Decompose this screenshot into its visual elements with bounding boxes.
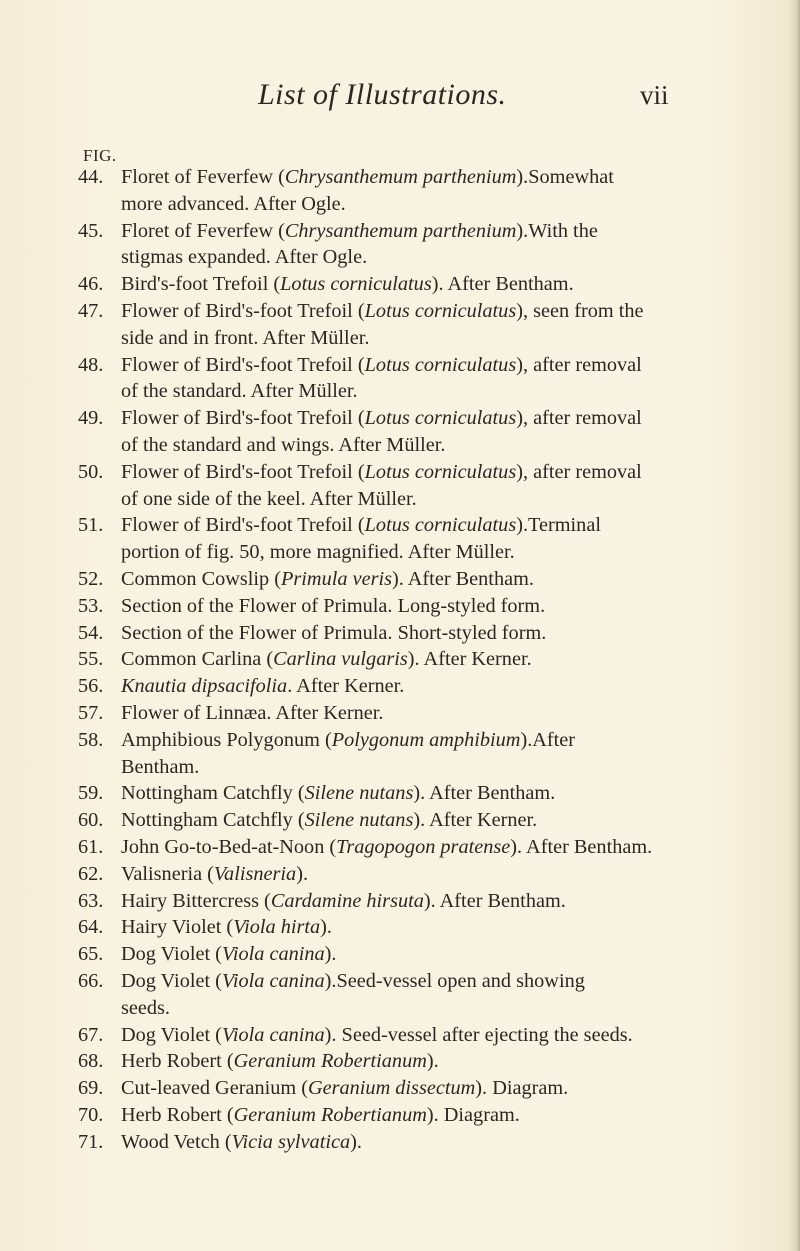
entry-line — [121, 780, 784, 807]
figure-number: 64. — [78, 916, 104, 939]
entry-text: ), after removal — [516, 460, 642, 483]
page-edge-shadow — [788, 0, 800, 1251]
scientific-name: Lotus corniculatus — [364, 353, 517, 376]
entry-caption — [121, 166, 528, 188]
figure-number: 54. — [78, 621, 104, 644]
entry-text: Floret of Feverfew ( — [121, 166, 285, 188]
list-item — [78, 164, 784, 218]
entry-text: portion of fig. 50, more magnified. — [121, 541, 404, 564]
entry-text: Short-styled form. — [397, 621, 547, 644]
entry-line — [121, 968, 784, 995]
entry-text: Common Carlina ( — [121, 648, 274, 671]
entry-text: Herb Robert ( — [121, 1050, 234, 1073]
entry-caption — [121, 407, 642, 429]
entry-line — [121, 298, 784, 325]
entry-text: Dog Violet ( — [121, 1023, 222, 1046]
entry-line — [121, 191, 784, 218]
scientific-name: Chrysanthemum parthenium — [284, 166, 517, 188]
entry-text: ). — [516, 166, 529, 188]
list-item — [78, 352, 784, 406]
list-item — [78, 1022, 784, 1049]
entry-text: ). — [324, 943, 337, 966]
scientific-name: Lotus corniculatus — [364, 514, 517, 537]
scientific-name: Lotus corniculatus — [280, 273, 432, 296]
entry-text: ). — [520, 728, 533, 751]
figure-number: 62. — [78, 862, 104, 885]
entry-text: After Müller. — [309, 487, 417, 510]
scientific-name: Knautia dipsacifolia — [121, 675, 288, 698]
entry-line — [121, 271, 784, 298]
entry-line — [121, 1129, 784, 1156]
entry-text: Valisneria ( — [121, 862, 214, 885]
scientific-name: Silene nutans — [304, 809, 414, 832]
entry-text: ). — [324, 1023, 337, 1046]
entry-text: With the — [528, 219, 598, 242]
entry-line — [121, 995, 784, 1022]
entry-text: Hairy Violet ( — [121, 916, 234, 939]
entry-line — [121, 888, 784, 915]
list-item — [78, 1048, 784, 1075]
entry-line — [121, 244, 784, 271]
figure-number: 56. — [78, 675, 104, 698]
entry-text: Diagram. — [492, 1077, 569, 1100]
entry-text: ). — [392, 567, 404, 590]
entry-text: ). — [516, 514, 529, 537]
entry-text: Common Cowslip ( — [121, 567, 282, 590]
figure-number: 47. — [78, 299, 104, 322]
entry-line — [121, 673, 784, 700]
figure-number: 45. — [78, 219, 104, 242]
scientific-name: Tragopogon pratense — [336, 835, 511, 858]
figure-number: 63. — [78, 889, 104, 912]
entry-text: Diagram. — [443, 1103, 520, 1126]
entry-text: After Müller. — [407, 541, 515, 564]
entry-text: stigmas expanded. — [121, 246, 271, 269]
entry-text: Section of the Flower of Primula. — [121, 594, 393, 617]
entry-line — [121, 807, 784, 834]
entry-text: Terminal — [528, 514, 601, 537]
entry-text: Flower of Bird's-foot Trefoil ( — [121, 353, 365, 376]
entry-text: Dog Violet ( — [121, 969, 222, 992]
entry-caption — [121, 354, 642, 376]
figure-number: 48. — [78, 353, 104, 376]
entry-text: After Bentham. — [429, 782, 556, 805]
entry-line — [121, 566, 784, 593]
entry-text: After Ogle. — [274, 246, 368, 269]
page-header — [0, 72, 800, 122]
entry-text: Dog Violet ( — [121, 943, 222, 966]
entry-line — [121, 593, 784, 620]
entry-line — [121, 486, 784, 513]
entry-text: Seed-vessel after ejecting the seeds. — [341, 1023, 633, 1046]
figure-number: 57. — [78, 701, 104, 724]
entry-line — [121, 459, 784, 486]
figure-number: 71. — [78, 1130, 104, 1153]
scientific-name: Lotus corniculatus — [364, 299, 517, 322]
list-item — [78, 861, 784, 888]
entry-text: Floret of Feverfew ( — [121, 219, 285, 242]
entry-text: ). — [407, 648, 420, 671]
entry-caption — [121, 729, 532, 751]
entry-line — [121, 325, 784, 352]
figure-number: 50. — [78, 460, 104, 483]
figure-number: 49. — [78, 407, 104, 430]
list-item — [78, 405, 784, 459]
figure-number: 69. — [78, 1077, 104, 1100]
entry-line — [121, 378, 784, 405]
entry-line — [121, 432, 784, 459]
scientific-name: Viola canina — [221, 969, 325, 992]
list-item — [78, 941, 784, 968]
entry-text: After Müller. — [250, 380, 358, 403]
entry-text: of one side of the keel. — [121, 487, 306, 510]
entry-caption — [121, 220, 528, 242]
entry-text: ). — [510, 835, 523, 858]
list-item — [78, 271, 784, 298]
list-item — [78, 1102, 784, 1129]
entry-text: Amphibious Polygonum ( — [121, 728, 332, 751]
list-item — [78, 218, 784, 272]
entry-text: more advanced. — [121, 192, 250, 215]
entry-caption — [121, 970, 336, 992]
list-item — [78, 593, 784, 620]
scientific-name: Geranium Robertianum — [233, 1050, 427, 1073]
entry-line — [121, 941, 784, 968]
scientific-name: Geranium Robertianum — [233, 1103, 427, 1126]
entry-text: ). — [350, 1130, 362, 1153]
list-item — [78, 780, 784, 807]
figure-number: 65. — [78, 943, 104, 966]
illustration-list — [78, 164, 784, 1155]
entry-line — [121, 405, 784, 432]
entry-line — [121, 164, 784, 191]
entry-text: After Bentham. — [526, 835, 653, 858]
entry-text: After Müller. — [338, 433, 446, 456]
list-item — [78, 646, 784, 673]
entry-line — [121, 646, 784, 673]
figure-number: 53. — [78, 594, 104, 617]
list-item — [78, 512, 784, 566]
entry-text: ). — [320, 916, 332, 939]
list-item — [78, 888, 784, 915]
entry-text: Flower of Linnæa. — [121, 701, 272, 724]
list-item — [78, 298, 784, 352]
entry-text: After Kerner. — [423, 648, 532, 671]
entry-text: . — [287, 675, 293, 698]
entry-text: ). — [426, 1103, 439, 1126]
entry-text: ). — [413, 782, 426, 805]
scientific-name: Vicia sylvatica — [231, 1130, 351, 1153]
entry-caption — [121, 514, 528, 536]
scientific-name: Carlina vulgaris — [273, 648, 408, 671]
entry-text: ). — [431, 273, 444, 296]
figure-number: 52. — [78, 567, 104, 590]
entry-line — [121, 1022, 784, 1049]
scientific-name: Geranium dissectum — [307, 1077, 476, 1100]
fig-label: FIG. — [83, 146, 117, 165]
entry-text: John Go-to-Bed-at-Noon ( — [121, 835, 337, 858]
entry-text: of the standard. — [121, 380, 247, 403]
figure-number: 46. — [78, 273, 104, 296]
scientific-name: Viola canina — [221, 943, 325, 966]
scientific-name: Cardamine hirsuta — [270, 889, 424, 912]
entry-text: ). — [426, 1050, 439, 1073]
entry-text: Nottingham Catchfly ( — [121, 782, 305, 805]
entry-text: Cut-leaved Geranium ( — [121, 1077, 308, 1100]
scientific-name: Viola canina — [221, 1023, 325, 1046]
entry-text: After Kerner. — [296, 675, 405, 698]
entry-line — [121, 754, 784, 781]
figure-number: 60. — [78, 809, 104, 832]
entry-caption — [121, 461, 642, 483]
entry-caption — [121, 300, 644, 322]
entry-text: Bentham. — [121, 755, 200, 778]
entry-text: After Müller. — [262, 326, 370, 349]
entry-line — [121, 218, 784, 245]
entry-text: Flower of Bird's-foot Trefoil ( — [121, 514, 365, 537]
scientific-name: Polygonum amphibium — [331, 728, 521, 751]
entry-line — [121, 352, 784, 379]
figure-number: 55. — [78, 648, 104, 671]
entry-line — [121, 727, 784, 754]
entry-text: ). — [296, 862, 309, 885]
figure-number: 51. — [78, 514, 104, 537]
figure-number: 61. — [78, 835, 104, 858]
entry-text: of the standard and wings. — [121, 433, 335, 456]
entry-text: After Ogle. — [253, 192, 346, 215]
scientific-name: Lotus corniculatus — [364, 460, 517, 483]
entry-text: seeds. — [121, 996, 170, 1019]
entry-text: After Bentham. — [407, 567, 534, 590]
entry-text: Bird's-foot Trefoil ( — [121, 273, 281, 296]
figure-number: 67. — [78, 1023, 104, 1046]
entry-text: Seed-vessel open and showing — [336, 969, 585, 992]
entry-line — [121, 512, 784, 539]
entry-text: ), after removal — [516, 407, 642, 430]
entry-line — [121, 620, 784, 647]
entry-text: Nottingham Catchfly ( — [121, 809, 305, 832]
list-item — [78, 1075, 784, 1102]
entry-text: After Kerner. — [275, 701, 384, 724]
entry-text: ), seen from the — [516, 299, 644, 322]
entry-text: Herb Robert ( — [121, 1103, 234, 1126]
entry-text: ). — [324, 969, 337, 992]
entry-text: ). — [413, 809, 426, 832]
scientific-name: Lotus corniculatus — [364, 407, 517, 430]
entry-text: Wood Vetch ( — [121, 1130, 232, 1153]
entry-text: After Bentham. — [447, 273, 574, 296]
entry-text: After Kerner. — [429, 809, 538, 832]
list-item — [78, 620, 784, 647]
scientific-name: Silene nutans — [304, 782, 414, 805]
entry-line — [121, 1048, 784, 1075]
scientific-name: Valisneria — [213, 862, 297, 885]
list-item — [78, 700, 784, 727]
scientific-name: Chrysanthemum parthenium — [284, 219, 517, 242]
figure-number: 44. — [78, 166, 104, 188]
entry-text: Flower of Bird's-foot Trefoil ( — [121, 460, 365, 483]
list-item — [78, 807, 784, 834]
entry-line — [121, 1102, 784, 1129]
entry-line — [121, 834, 784, 861]
entry-text: Hairy Bittercress ( — [121, 889, 271, 912]
entry-text: After Bentham. — [439, 889, 566, 912]
running-title: List of Illustrations. — [258, 78, 507, 111]
list-item — [78, 968, 784, 1022]
entry-line — [121, 914, 784, 941]
entry-text: Section of the Flower of Primula. — [121, 621, 393, 644]
list-item — [78, 566, 784, 593]
figure-number: 68. — [78, 1050, 104, 1073]
entry-text: Somewhat — [528, 166, 614, 188]
entry-text: ). — [516, 219, 529, 242]
figure-number: 58. — [78, 728, 104, 751]
entry-text: Long-styled form. — [397, 594, 546, 617]
entry-text: ). — [423, 889, 436, 912]
list-item — [78, 673, 784, 700]
scientific-name: Primula veris — [281, 567, 392, 590]
figure-number: 70. — [78, 1103, 104, 1126]
list-item — [78, 1129, 784, 1156]
entry-text: After — [532, 728, 576, 751]
figure-number: 59. — [78, 782, 104, 805]
entry-line — [121, 1075, 784, 1102]
entry-line — [121, 861, 784, 888]
entry-text: Flower of Bird's-foot Trefoil ( — [121, 407, 365, 430]
entry-line — [121, 539, 784, 566]
figure-number: 66. — [78, 969, 104, 992]
list-item — [78, 834, 784, 861]
list-item — [78, 727, 784, 781]
entry-text: Flower of Bird's-foot Trefoil ( — [121, 299, 365, 322]
scientific-name: Viola hirta — [233, 916, 321, 939]
list-item — [78, 459, 784, 513]
entry-text: side and in front. — [121, 326, 259, 349]
entry-text: ). — [475, 1077, 488, 1100]
list-item — [78, 914, 784, 941]
entry-text: ), after removal — [516, 353, 642, 376]
entry-line — [121, 700, 784, 727]
page-number: vii — [640, 80, 669, 110]
